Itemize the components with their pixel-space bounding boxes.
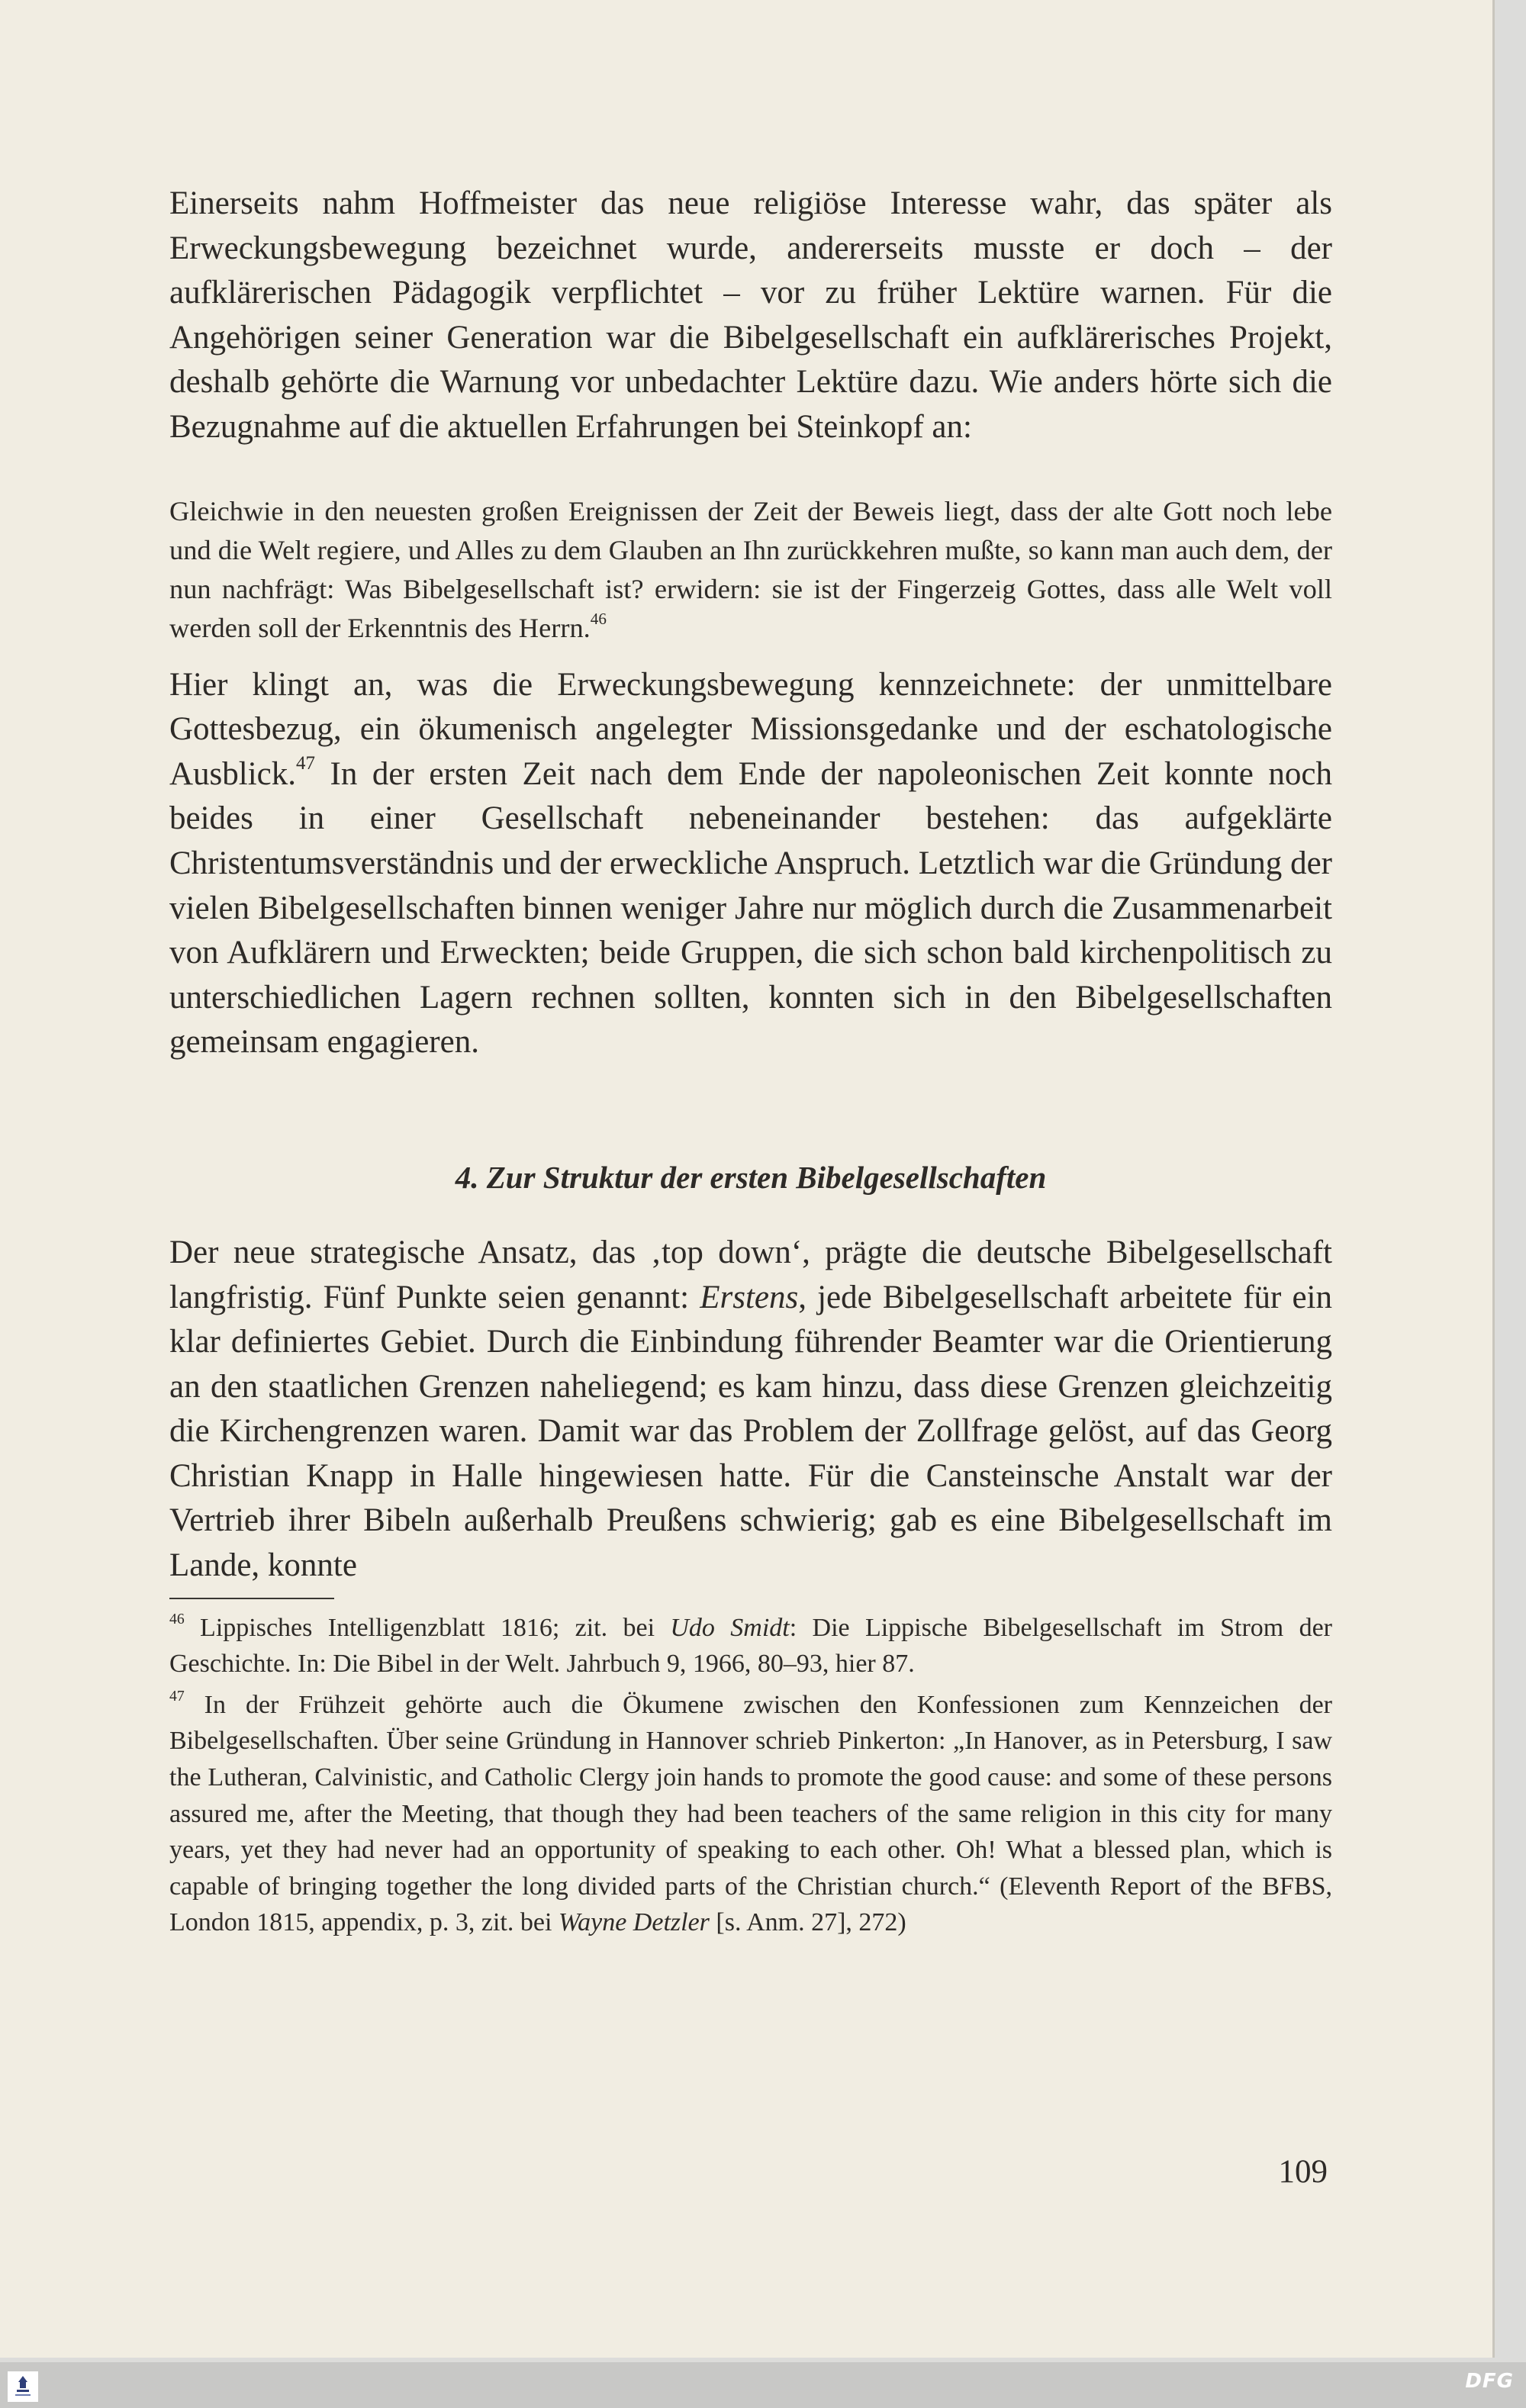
footnote-47-author: Wayne Detzler <box>558 1908 710 1937</box>
paragraph-1: Einerseits nahm Hoffmeister das neue religiöse Interesse wahr, das später als Erweckungsbewegung bezeichnet wurde, andererseits musste er doch – der aufklärerischen Pädagogik verpflichtet – vor zu früher Lektüre warnen. Für die Angehörigen seiner Generation war die Bibelgesellschaft ein aufklärerisches Projekt, deshalb gehörte die Warnung vor unbedachter Lektüre dazu. Wie anders hörte sich die Bezugnahme auf die aktuellen Erfahrungen bei Steinkopf an: <box>169 185 1332 445</box>
library-logo-icon <box>8 2371 38 2402</box>
paragraph-3 <box>169 1231 1332 1589</box>
paragraph-3-emphasis: Erstens <box>700 1279 799 1315</box>
footnote-46-author: Udo Smidt <box>670 1613 790 1642</box>
dfg-logo: DFG <box>1465 2370 1514 2393</box>
section-heading: 4. Zur Struktur der ersten Bibelgesellschaften <box>455 1159 1047 1195</box>
paragraph-2 <box>169 663 1332 1065</box>
paragraph-2-part-a: Hier klingt an, was die Erweckungsbewegung kennzeichnete: der unmittelbare Gottesbezug, ein ökumenisch angelegter Missionsgedanke und der eschatologische Ausblick. <box>169 666 1332 792</box>
footnote-47-text-b: [s. Anm. 27], 272) <box>709 1908 906 1937</box>
footnote-47-text-a: In der Frühzeit gehörte auch die Ökumene zwischen den Konfessionen zum Kennzeichen der Bibelgesellschaften. Über seine Gründung in Hannover schrieb Pinkerton: „In Hanover, as in Petersburg, I saw the Lutheran, Calvinistic, and Catholic Clergy join hands to promote the good cause: and some of these persons assured me, after the Meeting, that though they had been teachers of the same religion in this city for many years, yet they had never had an opportunity of speaking to each other. Oh! What a blessed plan, which is capable of bringing together the long divided parts of the Christian church.“ (Eleventh Report of the BFBS, London 1815, appendix, p. 3, zit. bei <box>169 1690 1332 1937</box>
paragraph-3-part-b: , jede Bibelgesellschaft arbeitete für ein klar definiertes Gebiet. Durch die Einbindung führender Beamter war die Orientierung an den staatlichen Grenzen naheliegend; es kam hinzu, dass diese Grenzen gleichzeitig die Kirchengrenzen waren. Damit war das Problem der Zollfrage gelöst, auf das Georg Christian Knapp in Halle hingewiesen hatte. Für die Cansteinsche Anstalt war der Vertrieb ihrer Bibeln außerhalb Preußens schwierig; gab es eine Bibelgesellschaft im Lande, konnte <box>169 1279 1333 1584</box>
footnote-ref-46[interactable]: 46 <box>590 609 607 628</box>
paragraph-2-part-b: In der ersten Zeit nach dem Ende der napoleonischen Zeit konnte noch beides in einer Gesellschaft nebeneinander bestehen: das aufgeklärte Christentumsverständnis und der erweckliche Anspruch. Letztlich war die Gründung der vielen Bibelgesellschaften binnen weniger Jahre nur möglich durch die Zusammenarbeit von Aufklärern und Erweckten; beide Gruppen, die sich schon bald kirchenpolitisch zu unterschiedlichen Lagern rechnen sollten, konnten sich in den Bibelgesellschaften gemeinsam engagieren. <box>169 755 1332 1061</box>
paragraph-3-part-a: Der neue strategische Ansatz, das ‚top down‘, prägte die deutsche Bibelgesellschaft langfristig. Fünf Punkte seien genannt: <box>169 1234 1332 1315</box>
block-quote-text: Gleichwie in den neuesten großen Ereignissen der Zeit der Beweis liegt, dass der alte Gott noch lebe und die Welt regiere, und Alles zu dem Glauben an Ihn zurückkehren mußte, so kann man auch dem, der nun nachfrägt: Was Bibelgesellschaft ist? erwidern: sie ist der Fingerzeig Gottes, dass alle Welt voll werden soll der Erkenntnis des Herrn. <box>169 495 1332 643</box>
footnote-46-text-b: : Die Lippische Bibelgesellschaft im Strom der Geschichte. In: Die Bibel in der Welt. Jahrbuch 9, 1966, 80–93, hier 87. <box>169 1613 1333 1679</box>
viewer-footer-bar <box>0 2362 1526 2408</box>
footnote-46-number: 46 <box>169 1610 185 1627</box>
footnote-47-number: 47 <box>169 1688 185 1705</box>
footnote-46-text-a: Lippisches Intelligenzblatt 1816; zit. bei <box>184 1613 671 1642</box>
page-content <box>169 182 1332 1941</box>
footnote-46 <box>169 1610 1332 1682</box>
footnote-47 <box>169 1687 1332 1941</box>
footnote-ref-47[interactable]: 47 <box>296 752 315 774</box>
block-quote <box>169 492 1332 648</box>
footnote-divider <box>169 1598 334 1599</box>
page-number: 109 <box>1278 2154 1328 2190</box>
